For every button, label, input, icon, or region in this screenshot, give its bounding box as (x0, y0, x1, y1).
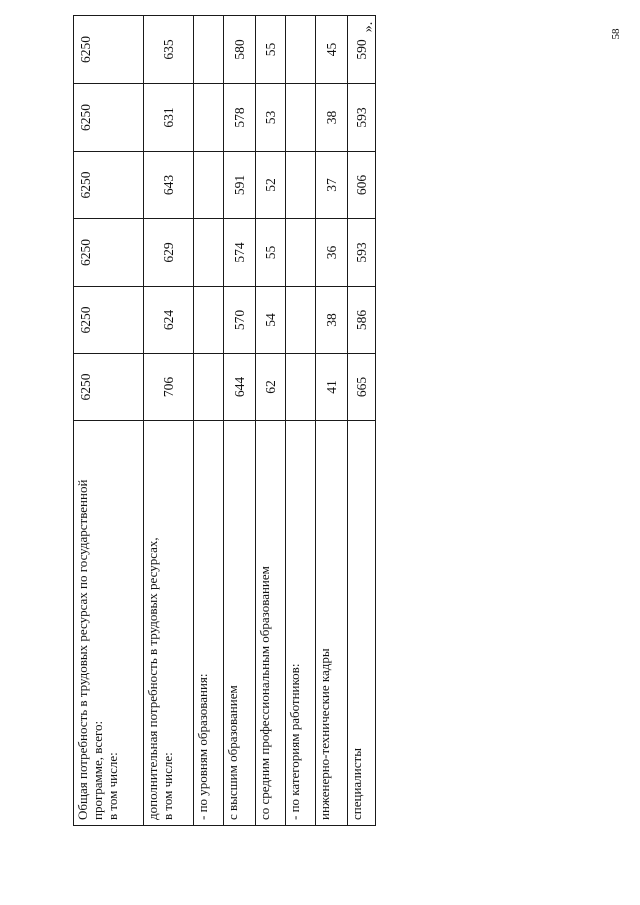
table-cell: 62 (256, 354, 286, 421)
table-cell: 54 (256, 287, 286, 354)
table-cell: 6250 (74, 152, 144, 219)
table-cell: 578 (224, 84, 256, 152)
table-cell: 591 (224, 152, 256, 219)
table-cell: 644 (224, 354, 256, 421)
row-label: с высшим образованием (224, 421, 256, 826)
table-cell (194, 152, 224, 219)
table-row (144, 16, 194, 826)
table-row (224, 16, 256, 826)
table-cell: 36 (316, 219, 348, 287)
table-cell: 37 (316, 152, 348, 219)
table-row (74, 16, 144, 826)
row-label: специалисты (348, 421, 376, 826)
table-cell: 665 (348, 354, 376, 421)
table-cell (194, 287, 224, 354)
row-label: инженерно-технические кадры (316, 421, 348, 826)
row-label: - по уровням образования: (194, 421, 224, 826)
table-cell (194, 219, 224, 287)
table-cell: 629 (144, 219, 194, 287)
table-cell: 590 (348, 16, 376, 84)
table-cell (194, 354, 224, 421)
table-row (316, 16, 348, 826)
table-row (256, 16, 286, 826)
row-label: - по категориям работников: (286, 421, 316, 826)
table-cell: 570 (224, 287, 256, 354)
table-row (286, 16, 316, 826)
table-cell: 41 (316, 354, 348, 421)
table-cell: 631 (144, 84, 194, 152)
table-cell: 606 (348, 152, 376, 219)
table-cell: 55 (256, 219, 286, 287)
table-cell: 6250 (74, 219, 144, 287)
table-cell: 6250 (74, 287, 144, 354)
table-cell (286, 219, 316, 287)
table-row (194, 16, 224, 826)
table-cell: 52 (256, 152, 286, 219)
row-label: со средним профессиональным образованием (256, 421, 286, 826)
table-cell: 38 (316, 287, 348, 354)
table-cell: 706 (144, 354, 194, 421)
table-cell: 593 (348, 84, 376, 152)
table-cell: 6250 (74, 16, 144, 84)
table-cell (194, 84, 224, 152)
row-label: дополнительная потребность в трудовых ресурсах, в том числе: (144, 421, 194, 826)
table-cell: 593 (348, 219, 376, 287)
table-cell: 45 (316, 16, 348, 84)
table-row (348, 16, 376, 826)
table-cell: 580 (224, 16, 256, 84)
labor-resources-table (73, 15, 376, 826)
table-cell (194, 16, 224, 84)
page-number: 58 (610, 28, 622, 40)
row-label: Общая потребность в трудовых ресурсах по государственной программе, всего: в том числе: (74, 421, 144, 826)
table-cell (286, 354, 316, 421)
table-cell: 574 (224, 219, 256, 287)
rotated-table-wrapper (73, 16, 369, 826)
table-cell (286, 287, 316, 354)
table-cell: 38 (316, 84, 348, 152)
table-cell (286, 84, 316, 152)
table-cell (286, 152, 316, 219)
table-cell: 55 (256, 16, 286, 84)
table-cell: 624 (144, 287, 194, 354)
table-cell: 643 (144, 152, 194, 219)
table-cell (286, 16, 316, 84)
closing-quote-mark: ». (361, 21, 376, 33)
table-cell: 635 (144, 16, 194, 84)
table-cell: 53 (256, 84, 286, 152)
table-cell: 6250 (74, 84, 144, 152)
table-cell: 6250 (74, 354, 144, 421)
table-cell: 586 (348, 287, 376, 354)
